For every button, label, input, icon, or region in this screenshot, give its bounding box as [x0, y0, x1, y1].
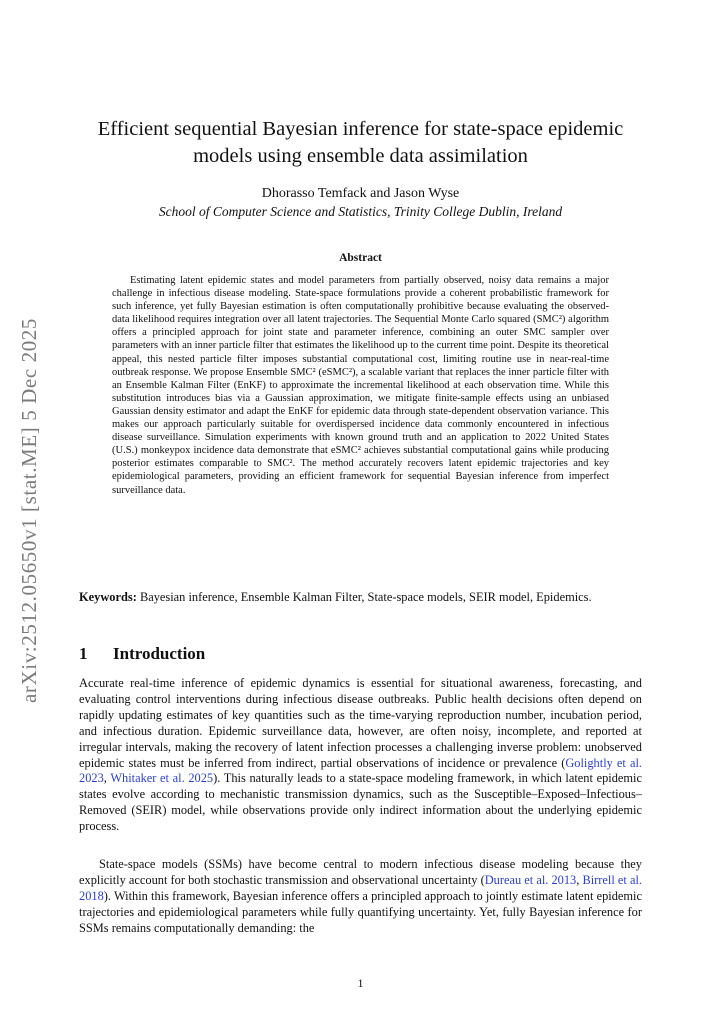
arxiv-identifier-stamp — [6, 300, 52, 720]
section-heading — [79, 644, 642, 664]
abstract-text: Estimating latent epidemic states and model parameters from partially observed, noisy data remains a major challenge in infectious disease modeling. State-space formulations provide a coherent probabilistic framework for such inference, yet fully Bayesian estimation is often computationally prohibitive because evaluating the observed-data likelihood requires integration over all latent trajectories. The Sequential Monte Carlo squared (SMC²) algorithm offers a principled approach for joint state and parameter inference, combining an outer SMC sampler over parameters with an inner particle filter that estimates the likelihood up to the current time point. Despite its theoretical appeal, this nested particle filter imposes substantial computational cost, limiting routine use in near-real-time outbreak response. We propose Ensemble SMC² (eSMC²), a scalable variant that replaces the inner particle filter with an Ensemble Kalman Filter (EnKF) to approximate the incremental likelihood at each observation time. While this substitution introduces bias via a Gaussian approximation, we mitigate finite-sample effects using an unbiased Gaussian density estimator and adapt the EnKF for epidemic data through state-dependent observation variance. This makes our approach particularly suitable for overdispersed incidence data commonly encountered in infectious disease surveillance. Simulation experiments with known ground truth and an application to 2022 United States (U.S.) monkeypox incidence data demonstrate that eSMC² achieves substantial computational gains while producing posterior estimates comparable to SMC². The method accurately recovers latent epidemic trajectories and key epidemiological parameters, providing an efficient framework for sequential Bayesian inference from imperfect surveillance data. — [112, 275, 609, 496]
paragraph-text: Accurate real-time inference of epidemic dynamics is essential for situational awareness, forecasting, and evaluating control interventions during infectious disease outbreaks. Public health decisions often depend on rapidly updating estimates of key quantities such as the time-varying reproduction number, incubation period, and infectious duration. Epidemic surveillance data, however, are often noisy, incomplete, and reported at irregular intervals, making the recovery of latent infection processes a challenging inverse problem: unobserved epidemic states must be inferred from indirect, partial observations of incidence or prevalence ( — [79, 676, 642, 770]
keywords-line — [79, 589, 642, 605]
paper-authors: Dhorasso Temfack and Jason Wyse — [261, 186, 460, 201]
abstract-heading: Abstract — [339, 252, 382, 264]
paragraph-text: ). This naturally leads to a state-space modeling framework, in which latent epidemic states evolve according to mechanistic transmission dynamics, such as the Susceptible–Exposed–Infectious–Removed (SEIR) model, while observations provide only indirect information about the underlying epidemic process. — [79, 771, 643, 834]
paragraph-text: State-space models (SSMs) have become central to modern infectious disease modeling because they explicitly account for both stochastic transmission and observational uncertainty ( — [79, 857, 642, 887]
page-number: 1 — [357, 976, 364, 990]
citation-link[interactable]: Whitaker et al. 2025 — [110, 771, 214, 786]
citation-separator: , — [103, 771, 111, 786]
paragraph-text: ). Within this framework, Bayesian inference offers a principled approach to jointly estimate latent epidemic trajectories and epidemiological parameters while fully quantifying uncertainty. Yet, fully Bayesian inference for SSMs remains computationally demanding: the — [79, 888, 642, 935]
section-number: 1 — [79, 644, 88, 663]
intro-paragraph-1 — [79, 676, 642, 835]
citation-link[interactable]: Dureau et al. 2013 — [484, 872, 577, 887]
section-title: Introduction — [113, 644, 206, 663]
citation-link[interactable]: Golightly et al. 2023 — [79, 755, 642, 786]
author-affiliation: School of Computer Science and Statistics, Trinity College Dublin, Ireland — [158, 204, 563, 219]
paper-title: Efficient sequential Bayesian inference for state-space epidemic models using ensemble data assimilation — [97, 118, 624, 167]
keywords-label: Keywords: — [79, 590, 137, 604]
arxiv-identifier-text: arXiv:2512.05650v1 [stat.ME] 5 Dec 2025 — [16, 317, 41, 703]
citation-separator: , — [576, 872, 583, 887]
keywords-text: Bayesian inference, Ensemble Kalman Filter, State-space models, SEIR model, Epidemics. — [139, 590, 592, 604]
citation-link[interactable]: Birrell et al. 2018 — [79, 872, 642, 903]
intro-paragraph-2 — [79, 857, 642, 937]
